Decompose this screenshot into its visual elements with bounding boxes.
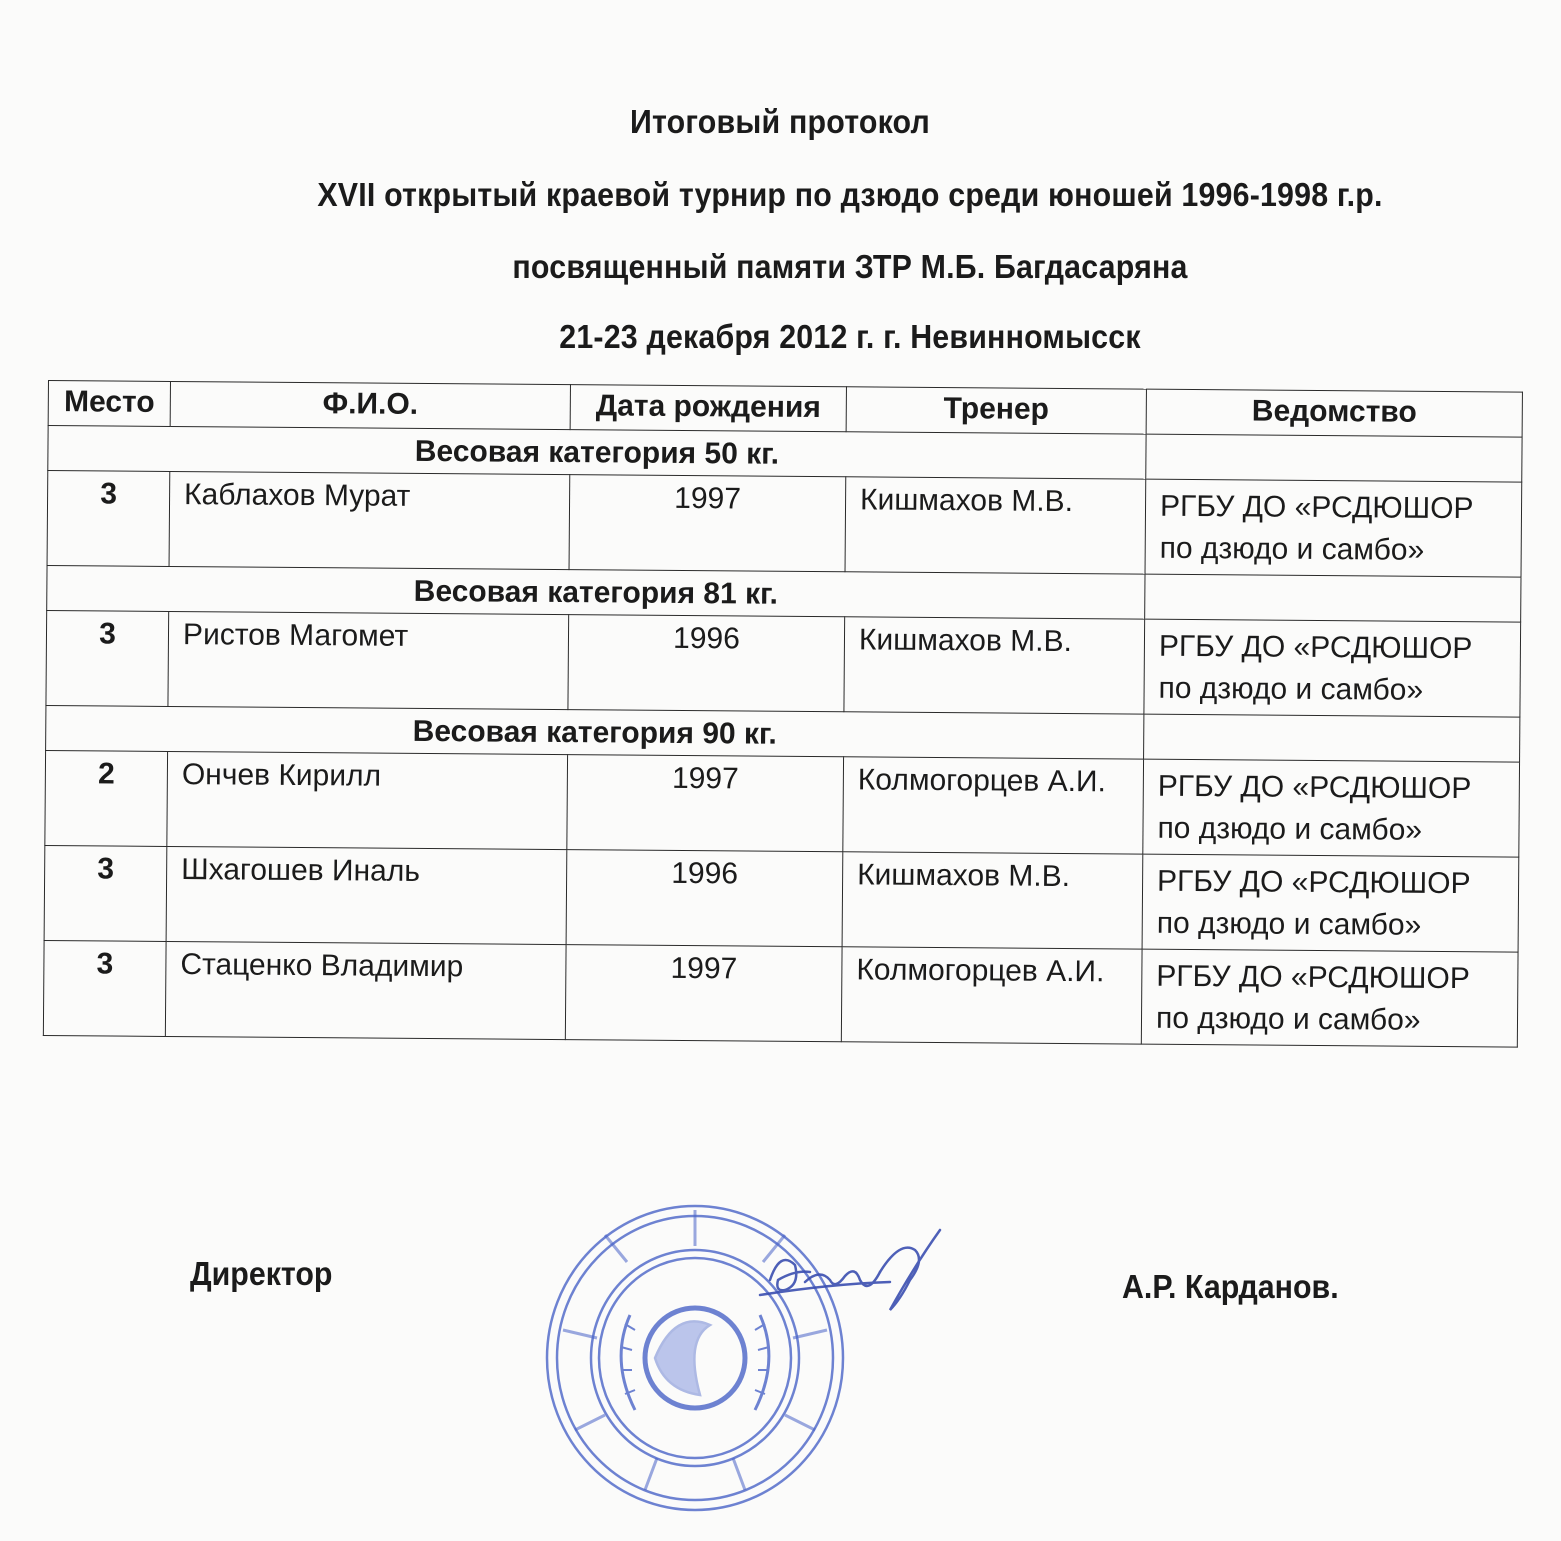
organization-cell (1142, 854, 1519, 952)
column-header-name: Ф.И.О. (170, 381, 570, 429)
organization-line-2: по дзюдо и самбо» (1158, 671, 1424, 707)
name-cell: Стаценко Владимир (165, 941, 566, 1039)
organization-cell (1145, 479, 1522, 577)
organization-cell (1143, 759, 1520, 857)
coach-cell: Кишмахов М.В. (845, 477, 1146, 574)
organization-line-1: РГБУ ДО «РСДЮШОР (1156, 959, 1470, 996)
place-cell: 3 (43, 940, 166, 1036)
birth-cell: 1997 (569, 475, 846, 572)
organization-line-1: РГБУ ДО «РСДЮШОР (1157, 769, 1472, 806)
organization-cell (1144, 619, 1521, 717)
table-row (46, 610, 1521, 717)
date-and-place: 21-23 декабря 2012 г. г. Невинномысск (559, 318, 1141, 355)
category-label: Весовая категория 90 кг. (46, 705, 1144, 759)
column-header-organization: Ведомство (1146, 389, 1522, 437)
handwritten-signature-icon (740, 1210, 970, 1320)
tournament-title: XVII открытый краевой турнир по дзюдо среди юношей 1996-1998 г.р. (317, 176, 1383, 213)
place-cell: 3 (46, 610, 169, 706)
table-row (45, 750, 1520, 857)
column-header-coach: Тренер (846, 387, 1146, 434)
organization-line-2: по дзюдо и самбо» (1157, 811, 1423, 847)
organization-line-2: по дзюдо и самбо» (1156, 906, 1422, 942)
name-cell: Каблахов Мурат (169, 471, 570, 569)
category-label: Весовая категория 81 кг. (47, 565, 1145, 619)
organization-line-2: по дзюдо и самбо» (1155, 1001, 1421, 1037)
place-cell: 2 (45, 750, 168, 846)
memorial-dedication: посвященный памяти ЗТР М.Б. Багдасаряна (512, 248, 1188, 285)
place-cell: 3 (47, 471, 170, 567)
column-header-place: Место (48, 381, 170, 427)
organization-line-2: по дзюдо и самбо» (1159, 531, 1425, 567)
coach-cell: Кишмахов М.В. (842, 852, 1143, 949)
table-row (44, 845, 1519, 952)
organization-line-1: РГБУ ДО «РСДЮШОР (1159, 489, 1474, 526)
category-empty-cell (1144, 714, 1520, 762)
birth-cell: 1997 (567, 755, 844, 852)
birth-cell: 1996 (566, 850, 843, 947)
coach-cell: Колмогорцев А.И. (841, 947, 1142, 1044)
director-label: Директор (190, 1255, 333, 1292)
name-cell: Ончев Кирилл (167, 751, 568, 849)
protocol-title: Итоговый протокол (629, 103, 931, 140)
results-table (43, 380, 1523, 1048)
name-cell: Шхагошев Иналь (166, 846, 567, 944)
organization-line-1: РГБУ ДО «РСДЮШОР (1158, 629, 1473, 666)
birth-cell: 1996 (568, 615, 845, 712)
birth-cell: 1997 (565, 945, 842, 1042)
category-label: Весовая категория 50 кг. (48, 426, 1146, 480)
coach-cell: Колмогорцев А.И. (843, 757, 1144, 854)
table-row (43, 940, 1518, 1047)
table-row (47, 471, 1522, 578)
director-name: А.Р. Карданов. (1122, 1268, 1339, 1305)
category-empty-cell (1145, 574, 1521, 622)
organization-line-1: РГБУ ДО «РСДЮШОР (1156, 864, 1471, 901)
organization-cell (1141, 949, 1518, 1047)
column-header-birth: Дата рождения (570, 385, 846, 432)
category-empty-cell (1146, 434, 1522, 482)
place-cell: 3 (44, 845, 167, 941)
coach-cell: Кишмахов М.В. (844, 617, 1145, 714)
name-cell: Ристов Магомет (168, 611, 569, 709)
